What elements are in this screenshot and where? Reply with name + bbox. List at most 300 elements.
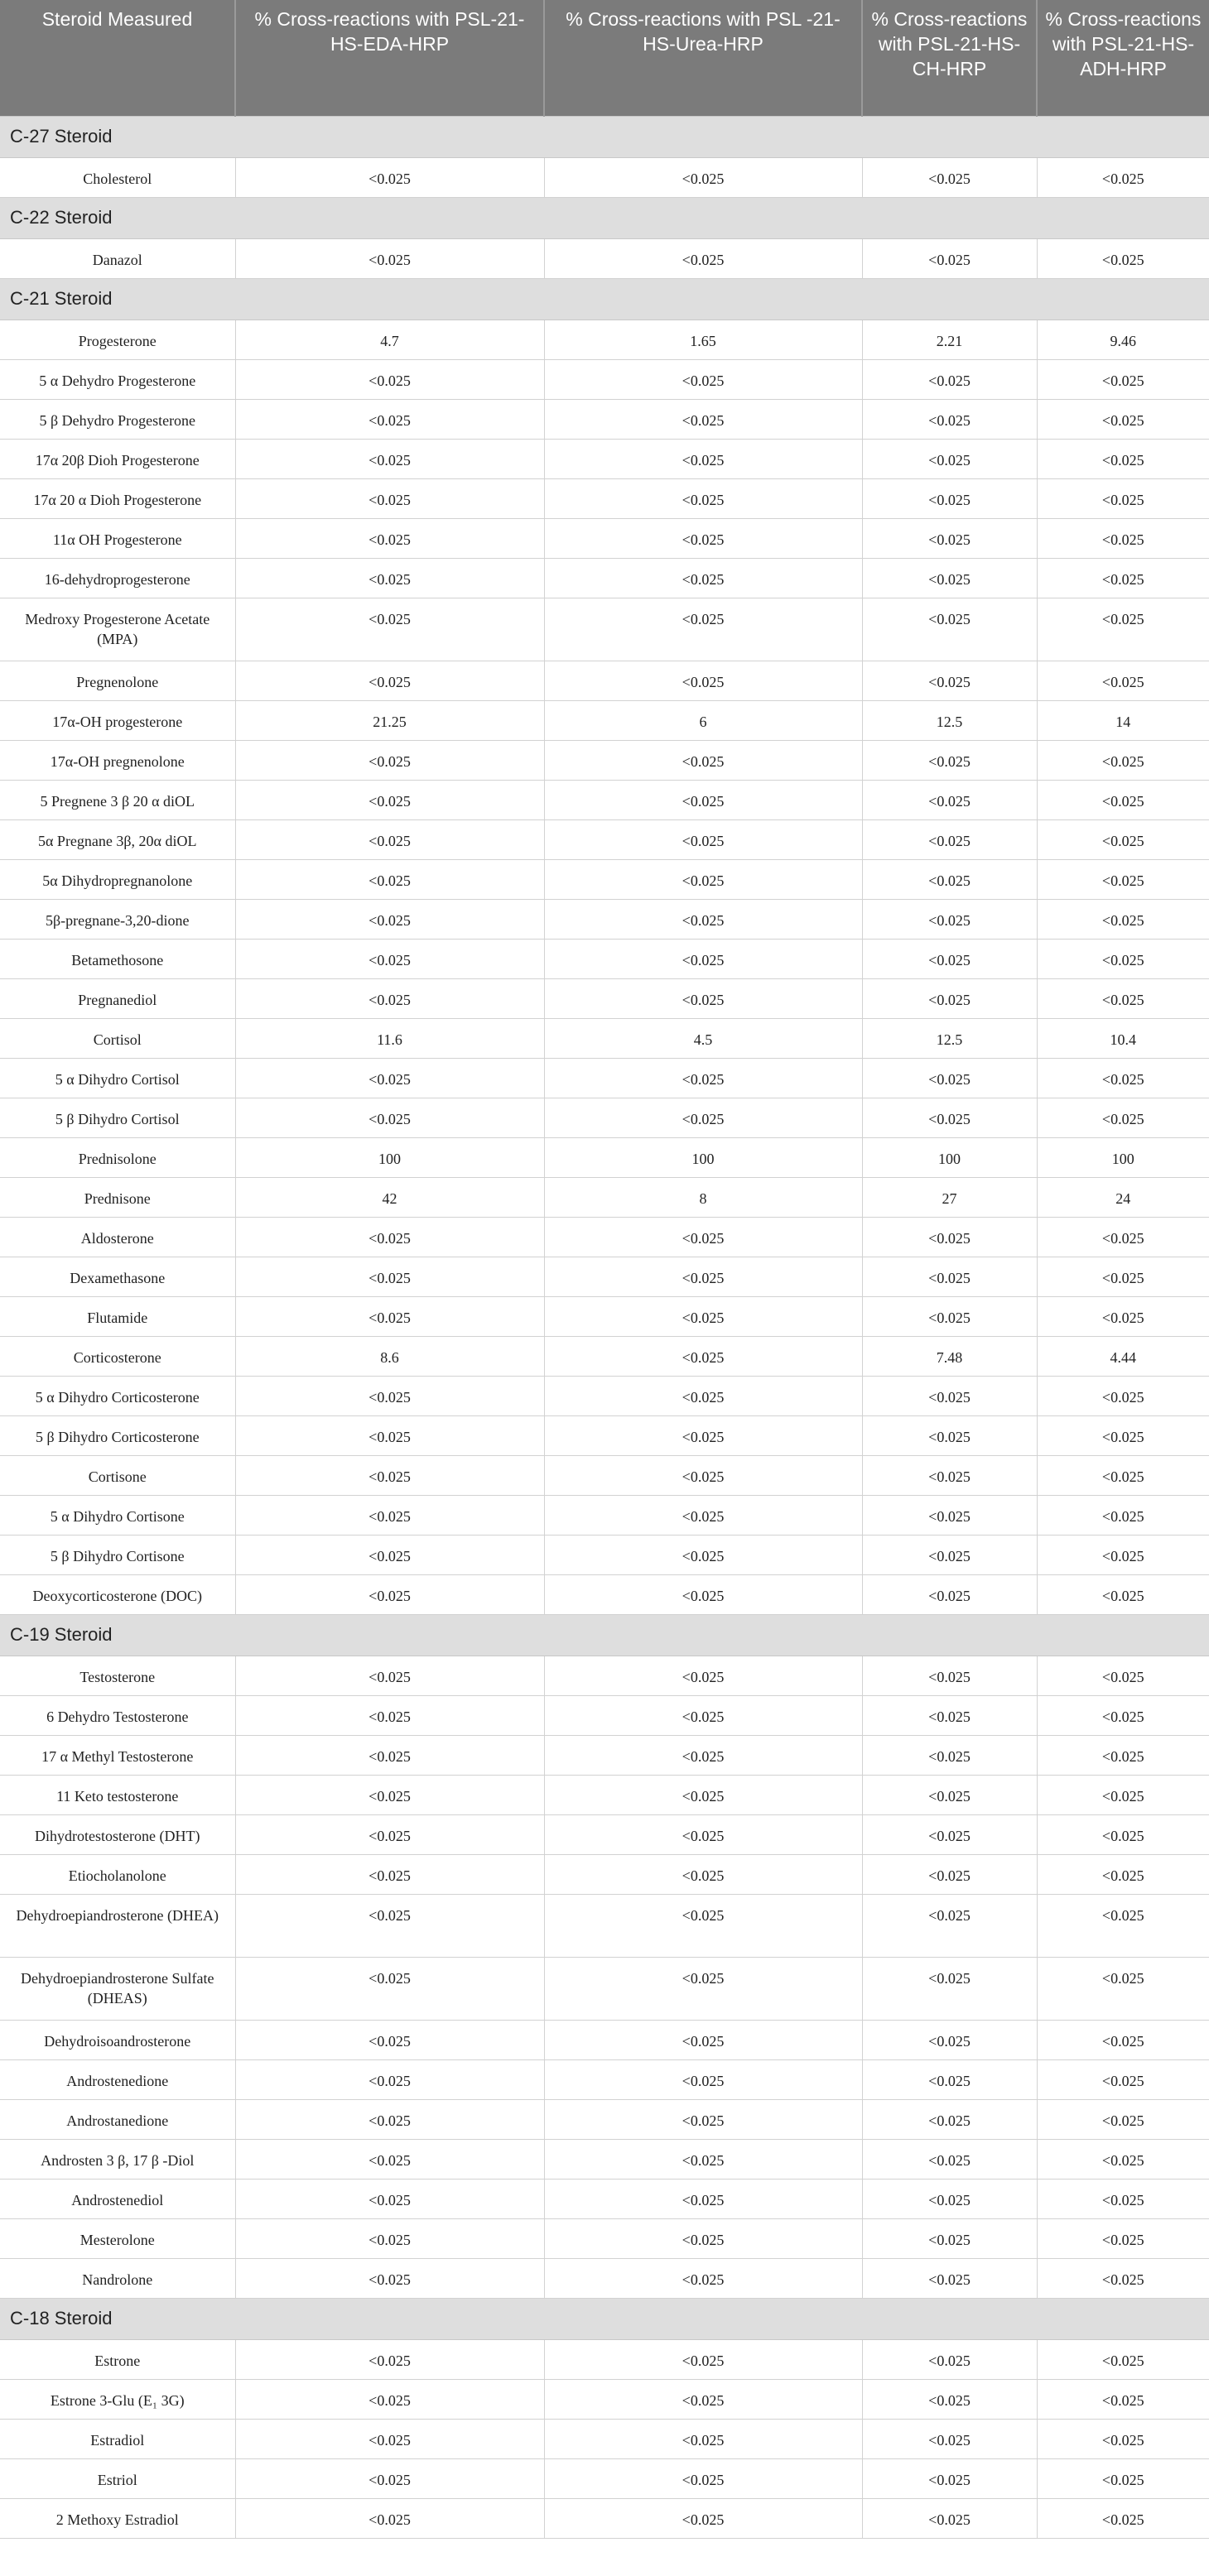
table-row xyxy=(0,1854,1209,1894)
value-cell-eda-hrp: <0.025 xyxy=(235,2139,544,2179)
value-cell-urea-hrp: <0.025 xyxy=(544,859,862,899)
table-row xyxy=(0,700,1209,740)
table-row xyxy=(0,978,1209,1018)
value-cell-adh-hrp: <0.025 xyxy=(1037,978,1209,1018)
table-row xyxy=(0,1957,1209,2020)
value-cell-urea-hrp: <0.025 xyxy=(544,1814,862,1854)
table-row xyxy=(0,1814,1209,1854)
steroid-name-cell: 17 α Methyl Testosterone xyxy=(0,1735,235,1775)
value-cell-ch-hrp: <0.025 xyxy=(862,939,1037,978)
value-cell-ch-hrp: <0.025 xyxy=(862,1098,1037,1137)
table-row xyxy=(0,2139,1209,2179)
value-cell-adh-hrp: <0.025 xyxy=(1037,1376,1209,1415)
header-eda-hrp: % Cross-reactions with PSL-21-HS-EDA-HRP xyxy=(235,0,544,116)
value-cell-ch-hrp: <0.025 xyxy=(862,2099,1037,2139)
value-cell-adh-hrp: 24 xyxy=(1037,1177,1209,1217)
value-cell-adh-hrp: <0.025 xyxy=(1037,2218,1209,2258)
table-row xyxy=(0,819,1209,859)
value-cell-ch-hrp: 100 xyxy=(862,1137,1037,1177)
table-row xyxy=(0,1656,1209,1695)
steroid-name-cell: Androsten 3 β, 17 β -Diol xyxy=(0,2139,235,2179)
value-cell-urea-hrp: <0.025 xyxy=(544,1854,862,1894)
table-row xyxy=(0,359,1209,399)
value-cell-eda-hrp: <0.025 xyxy=(235,1735,544,1775)
value-cell-urea-hrp: <0.025 xyxy=(544,1894,862,1957)
value-cell-eda-hrp: <0.025 xyxy=(235,780,544,819)
table-row xyxy=(0,157,1209,197)
table-row xyxy=(0,780,1209,819)
value-cell-eda-hrp: <0.025 xyxy=(235,598,544,661)
value-cell-adh-hrp: <0.025 xyxy=(1037,478,1209,518)
value-cell-urea-hrp: <0.025 xyxy=(544,899,862,939)
value-cell-ch-hrp: <0.025 xyxy=(862,2179,1037,2218)
value-cell-urea-hrp: <0.025 xyxy=(544,740,862,780)
value-cell-eda-hrp: <0.025 xyxy=(235,2020,544,2059)
steroid-name-cell: Danazol xyxy=(0,238,235,278)
value-cell-urea-hrp: <0.025 xyxy=(544,661,862,700)
value-cell-eda-hrp: <0.025 xyxy=(235,1098,544,1137)
table-row xyxy=(0,1495,1209,1535)
value-cell-urea-hrp: 8 xyxy=(544,1177,862,1217)
value-cell-eda-hrp: <0.025 xyxy=(235,1217,544,1257)
value-cell-eda-hrp: <0.025 xyxy=(235,1695,544,1735)
table-body xyxy=(0,116,1209,2538)
value-cell-eda-hrp: <0.025 xyxy=(235,399,544,439)
value-cell-adh-hrp: <0.025 xyxy=(1037,2498,1209,2538)
value-cell-ch-hrp: <0.025 xyxy=(862,478,1037,518)
value-cell-urea-hrp: <0.025 xyxy=(544,2339,862,2379)
section-header-row xyxy=(0,278,1209,320)
table-row xyxy=(0,2458,1209,2498)
value-cell-urea-hrp: <0.025 xyxy=(544,2139,862,2179)
value-cell-adh-hrp: <0.025 xyxy=(1037,2419,1209,2458)
value-cell-adh-hrp: <0.025 xyxy=(1037,1574,1209,1614)
value-cell-urea-hrp: <0.025 xyxy=(544,1735,862,1775)
value-cell-ch-hrp: <0.025 xyxy=(862,2339,1037,2379)
value-cell-adh-hrp: <0.025 xyxy=(1037,1296,1209,1336)
steroid-name-cell: 5 α Dihydro Cortisone xyxy=(0,1495,235,1535)
section-header-row xyxy=(0,1614,1209,1656)
value-cell-adh-hrp: 9.46 xyxy=(1037,320,1209,359)
value-cell-eda-hrp: <0.025 xyxy=(235,1957,544,2020)
steroid-name-cell: 11 Keto testosterone xyxy=(0,1775,235,1814)
value-cell-urea-hrp: <0.025 xyxy=(544,1217,862,1257)
steroid-name-cell: Flutamide xyxy=(0,1296,235,1336)
table-row xyxy=(0,1574,1209,1614)
value-cell-ch-hrp: <0.025 xyxy=(862,399,1037,439)
steroid-name-cell: Etiocholanolone xyxy=(0,1854,235,1894)
table-row xyxy=(0,1894,1209,1957)
table-row xyxy=(0,939,1209,978)
value-cell-urea-hrp: <0.025 xyxy=(544,1495,862,1535)
header-urea-hrp: % Cross-reactions with PSL -21-HS-Urea-HRP xyxy=(544,0,862,116)
value-cell-eda-hrp: 11.6 xyxy=(235,1018,544,1058)
value-cell-eda-hrp: <0.025 xyxy=(235,157,544,197)
value-cell-eda-hrp: <0.025 xyxy=(235,978,544,1018)
steroid-name-cell: Testosterone xyxy=(0,1656,235,1695)
header-ch-hrp: % Cross-reactions with PSL-21-HS-CH-HRP xyxy=(862,0,1037,116)
value-cell-eda-hrp: <0.025 xyxy=(235,899,544,939)
table-row xyxy=(0,1098,1209,1137)
value-cell-urea-hrp: <0.025 xyxy=(544,2379,862,2419)
table-row xyxy=(0,661,1209,700)
value-cell-ch-hrp: <0.025 xyxy=(862,2379,1037,2419)
steroid-name-cell: 11α OH Progesterone xyxy=(0,518,235,558)
table-row xyxy=(0,1217,1209,1257)
value-cell-adh-hrp: <0.025 xyxy=(1037,439,1209,478)
steroid-name-cell: Progesterone xyxy=(0,320,235,359)
value-cell-ch-hrp: 27 xyxy=(862,1177,1037,1217)
value-cell-eda-hrp: <0.025 xyxy=(235,1257,544,1296)
steroid-name-cell: Nandrolone xyxy=(0,2258,235,2298)
value-cell-adh-hrp: <0.025 xyxy=(1037,740,1209,780)
value-cell-eda-hrp: <0.025 xyxy=(235,2059,544,2099)
steroid-name-cell: 5 α Dihydro Cortisol xyxy=(0,1058,235,1098)
table-header xyxy=(0,0,1209,116)
value-cell-ch-hrp: <0.025 xyxy=(862,439,1037,478)
steroid-name-cell: 5β-pregnane-3,20-dione xyxy=(0,899,235,939)
table-row xyxy=(0,1177,1209,1217)
value-cell-eda-hrp: <0.025 xyxy=(235,478,544,518)
value-cell-urea-hrp: <0.025 xyxy=(544,939,862,978)
value-cell-ch-hrp: <0.025 xyxy=(862,157,1037,197)
value-cell-ch-hrp: <0.025 xyxy=(862,978,1037,1018)
value-cell-adh-hrp: <0.025 xyxy=(1037,2258,1209,2298)
value-cell-adh-hrp: <0.025 xyxy=(1037,819,1209,859)
value-cell-adh-hrp: <0.025 xyxy=(1037,399,1209,439)
value-cell-ch-hrp: <0.025 xyxy=(862,1376,1037,1415)
value-cell-eda-hrp: <0.025 xyxy=(235,1894,544,1957)
table-row xyxy=(0,1257,1209,1296)
table-row xyxy=(0,2179,1209,2218)
table-row xyxy=(0,1058,1209,1098)
steroid-name-cell: Estrone xyxy=(0,2339,235,2379)
table-row xyxy=(0,859,1209,899)
value-cell-adh-hrp: 4.44 xyxy=(1037,1336,1209,1376)
value-cell-eda-hrp: 42 xyxy=(235,1177,544,1217)
steroid-name-cell: Aldosterone xyxy=(0,1217,235,1257)
table-row xyxy=(0,439,1209,478)
value-cell-adh-hrp: 14 xyxy=(1037,700,1209,740)
value-cell-adh-hrp: <0.025 xyxy=(1037,1535,1209,1574)
steroid-name-cell: Betamethosone xyxy=(0,939,235,978)
value-cell-adh-hrp: <0.025 xyxy=(1037,1455,1209,1495)
table-row xyxy=(0,1018,1209,1058)
value-cell-eda-hrp: <0.025 xyxy=(235,1376,544,1415)
steroid-name-cell: 5 α Dihydro Corticosterone xyxy=(0,1376,235,1415)
value-cell-ch-hrp: <0.025 xyxy=(862,819,1037,859)
steroid-name-cell: Prednisolone xyxy=(0,1137,235,1177)
value-cell-eda-hrp: <0.025 xyxy=(235,2099,544,2139)
value-cell-ch-hrp: <0.025 xyxy=(862,2458,1037,2498)
value-cell-urea-hrp: <0.025 xyxy=(544,819,862,859)
steroid-name-cell: Corticosterone xyxy=(0,1336,235,1376)
value-cell-urea-hrp: <0.025 xyxy=(544,1957,862,2020)
value-cell-ch-hrp: <0.025 xyxy=(862,1217,1037,1257)
value-cell-ch-hrp: <0.025 xyxy=(862,1058,1037,1098)
value-cell-ch-hrp: 12.5 xyxy=(862,700,1037,740)
value-cell-adh-hrp: <0.025 xyxy=(1037,2379,1209,2419)
value-cell-adh-hrp: <0.025 xyxy=(1037,780,1209,819)
value-cell-ch-hrp: <0.025 xyxy=(862,1656,1037,1695)
value-cell-urea-hrp: <0.025 xyxy=(544,2419,862,2458)
value-cell-ch-hrp: <0.025 xyxy=(862,1535,1037,1574)
value-cell-eda-hrp: <0.025 xyxy=(235,1296,544,1336)
section-title: C-27 Steroid xyxy=(0,116,1209,157)
value-cell-urea-hrp: <0.025 xyxy=(544,2498,862,2538)
steroid-name-cell: 5α Dihydropregnanolone xyxy=(0,859,235,899)
value-cell-ch-hrp: <0.025 xyxy=(862,1296,1037,1336)
steroid-name-cell: Estrone 3-Glu (E₁ 3G) xyxy=(0,2379,235,2419)
table-row xyxy=(0,1336,1209,1376)
value-cell-eda-hrp: <0.025 xyxy=(235,1854,544,1894)
value-cell-ch-hrp: <0.025 xyxy=(862,1495,1037,1535)
table-row xyxy=(0,399,1209,439)
table-row xyxy=(0,1376,1209,1415)
steroid-name-cell: Androstanedione xyxy=(0,2099,235,2139)
value-cell-ch-hrp: <0.025 xyxy=(862,2258,1037,2298)
value-cell-urea-hrp: <0.025 xyxy=(544,2020,862,2059)
value-cell-ch-hrp: <0.025 xyxy=(862,1854,1037,1894)
value-cell-ch-hrp: 12.5 xyxy=(862,1018,1037,1058)
value-cell-ch-hrp: <0.025 xyxy=(862,1257,1037,1296)
section-header-row xyxy=(0,116,1209,157)
value-cell-eda-hrp: <0.025 xyxy=(235,2218,544,2258)
header-adh-hrp: % Cross-reactions with PSL-21-HS-ADH-HRP xyxy=(1037,0,1209,116)
table-row xyxy=(0,518,1209,558)
value-cell-eda-hrp: <0.025 xyxy=(235,1775,544,1814)
value-cell-eda-hrp: <0.025 xyxy=(235,1495,544,1535)
steroid-name-cell: Medroxy Progesterone Acetate (MPA) xyxy=(0,598,235,661)
value-cell-urea-hrp: <0.025 xyxy=(544,439,862,478)
section-title: C-19 Steroid xyxy=(0,1614,1209,1656)
table-row xyxy=(0,1137,1209,1177)
value-cell-urea-hrp: <0.025 xyxy=(544,1574,862,1614)
steroid-name-cell: Estriol xyxy=(0,2458,235,2498)
value-cell-adh-hrp: <0.025 xyxy=(1037,1098,1209,1137)
value-cell-eda-hrp: 21.25 xyxy=(235,700,544,740)
value-cell-adh-hrp: <0.025 xyxy=(1037,1257,1209,1296)
value-cell-urea-hrp: <0.025 xyxy=(544,1376,862,1415)
value-cell-urea-hrp: 4.5 xyxy=(544,1018,862,1058)
steroid-name-cell: Cortisol xyxy=(0,1018,235,1058)
value-cell-eda-hrp: <0.025 xyxy=(235,1058,544,1098)
value-cell-eda-hrp: <0.025 xyxy=(235,1814,544,1854)
value-cell-urea-hrp: 1.65 xyxy=(544,320,862,359)
value-cell-eda-hrp: <0.025 xyxy=(235,2458,544,2498)
steroid-name-cell: Dihydrotestosterone (DHT) xyxy=(0,1814,235,1854)
value-cell-ch-hrp: <0.025 xyxy=(862,2020,1037,2059)
steroid-name-cell: Mesterolone xyxy=(0,2218,235,2258)
value-cell-urea-hrp: <0.025 xyxy=(544,157,862,197)
steroid-name-cell: Prednisone xyxy=(0,1177,235,1217)
section-title: C-18 Steroid xyxy=(0,2298,1209,2339)
value-cell-urea-hrp: <0.025 xyxy=(544,1455,862,1495)
steroid-name-cell: Dehydroepiandrosterone (DHEA) xyxy=(0,1894,235,1957)
steroid-name-cell: 5 Pregnene 3 β 20 α diOL xyxy=(0,780,235,819)
value-cell-eda-hrp: 100 xyxy=(235,1137,544,1177)
table-row xyxy=(0,238,1209,278)
table-row xyxy=(0,320,1209,359)
value-cell-urea-hrp: <0.025 xyxy=(544,2458,862,2498)
header-steroid-measured: Steroid Measured xyxy=(0,0,235,116)
value-cell-adh-hrp: 100 xyxy=(1037,1137,1209,1177)
steroid-name-cell: 5 β Dehydro Progesterone xyxy=(0,399,235,439)
value-cell-eda-hrp: <0.025 xyxy=(235,1455,544,1495)
value-cell-ch-hrp: <0.025 xyxy=(862,2059,1037,2099)
value-cell-adh-hrp: <0.025 xyxy=(1037,2139,1209,2179)
value-cell-ch-hrp: <0.025 xyxy=(862,518,1037,558)
value-cell-ch-hrp: 7.48 xyxy=(862,1336,1037,1376)
value-cell-adh-hrp: <0.025 xyxy=(1037,1695,1209,1735)
steroid-name-cell: 2 Methoxy Estradiol xyxy=(0,2498,235,2538)
value-cell-adh-hrp: <0.025 xyxy=(1037,2099,1209,2139)
value-cell-adh-hrp: <0.025 xyxy=(1037,2059,1209,2099)
value-cell-ch-hrp: <0.025 xyxy=(862,558,1037,598)
value-cell-adh-hrp: <0.025 xyxy=(1037,899,1209,939)
table-row xyxy=(0,1455,1209,1495)
value-cell-eda-hrp: <0.025 xyxy=(235,2419,544,2458)
value-cell-urea-hrp: <0.025 xyxy=(544,780,862,819)
value-cell-eda-hrp: <0.025 xyxy=(235,1535,544,1574)
value-cell-adh-hrp: <0.025 xyxy=(1037,1217,1209,1257)
table-row xyxy=(0,1735,1209,1775)
value-cell-eda-hrp: <0.025 xyxy=(235,1574,544,1614)
value-cell-ch-hrp: <0.025 xyxy=(862,780,1037,819)
section-title: C-22 Steroid xyxy=(0,197,1209,238)
steroid-name-cell: 17α 20β Dioh Progesterone xyxy=(0,439,235,478)
value-cell-eda-hrp: 8.6 xyxy=(235,1336,544,1376)
steroid-name-cell: Cholesterol xyxy=(0,157,235,197)
steroid-name-cell: Dexamethasone xyxy=(0,1257,235,1296)
steroid-name-cell: 17α-OH pregnenolone xyxy=(0,740,235,780)
section-header-row xyxy=(0,197,1209,238)
value-cell-adh-hrp: <0.025 xyxy=(1037,661,1209,700)
steroid-name-cell: 5 β Dihydro Cortisone xyxy=(0,1535,235,1574)
value-cell-eda-hrp: <0.025 xyxy=(235,1415,544,1455)
value-cell-ch-hrp: <0.025 xyxy=(862,2498,1037,2538)
value-cell-adh-hrp: <0.025 xyxy=(1037,518,1209,558)
table-row xyxy=(0,2020,1209,2059)
value-cell-urea-hrp: <0.025 xyxy=(544,558,862,598)
steroid-name-cell: Dehydroepiandrosterone Sulfate (DHEAS) xyxy=(0,1957,235,2020)
value-cell-ch-hrp: <0.025 xyxy=(862,1814,1037,1854)
section-title: C-21 Steroid xyxy=(0,278,1209,320)
value-cell-ch-hrp: <0.025 xyxy=(862,359,1037,399)
value-cell-urea-hrp: <0.025 xyxy=(544,2258,862,2298)
value-cell-ch-hrp: <0.025 xyxy=(862,1735,1037,1775)
value-cell-urea-hrp: <0.025 xyxy=(544,2179,862,2218)
value-cell-eda-hrp: <0.025 xyxy=(235,558,544,598)
steroid-name-cell: Deoxycorticosterone (DOC) xyxy=(0,1574,235,1614)
value-cell-adh-hrp: <0.025 xyxy=(1037,939,1209,978)
value-cell-ch-hrp: <0.025 xyxy=(862,2419,1037,2458)
value-cell-urea-hrp: <0.025 xyxy=(544,359,862,399)
value-cell-adh-hrp: <0.025 xyxy=(1037,1495,1209,1535)
value-cell-ch-hrp: <0.025 xyxy=(862,899,1037,939)
table-row xyxy=(0,1535,1209,1574)
table-row xyxy=(0,598,1209,661)
value-cell-urea-hrp: <0.025 xyxy=(544,2218,862,2258)
steroid-name-cell: 5 α Dehydro Progesterone xyxy=(0,359,235,399)
table-row xyxy=(0,740,1209,780)
value-cell-ch-hrp: <0.025 xyxy=(862,1957,1037,2020)
value-cell-adh-hrp: <0.025 xyxy=(1037,859,1209,899)
value-cell-eda-hrp: <0.025 xyxy=(235,359,544,399)
value-cell-ch-hrp: <0.025 xyxy=(862,1415,1037,1455)
value-cell-urea-hrp: <0.025 xyxy=(544,978,862,1018)
value-cell-adh-hrp: <0.025 xyxy=(1037,2339,1209,2379)
value-cell-eda-hrp: <0.025 xyxy=(235,939,544,978)
value-cell-ch-hrp: <0.025 xyxy=(862,1695,1037,1735)
table-row xyxy=(0,2419,1209,2458)
table-row xyxy=(0,2059,1209,2099)
value-cell-eda-hrp: <0.025 xyxy=(235,740,544,780)
value-cell-urea-hrp: <0.025 xyxy=(544,1296,862,1336)
value-cell-adh-hrp: <0.025 xyxy=(1037,238,1209,278)
value-cell-adh-hrp: <0.025 xyxy=(1037,1854,1209,1894)
value-cell-ch-hrp: <0.025 xyxy=(862,2218,1037,2258)
value-cell-eda-hrp: 4.7 xyxy=(235,320,544,359)
table-row xyxy=(0,2099,1209,2139)
value-cell-adh-hrp: <0.025 xyxy=(1037,1735,1209,1775)
value-cell-urea-hrp: 100 xyxy=(544,1137,862,1177)
table-row xyxy=(0,2218,1209,2258)
value-cell-urea-hrp: <0.025 xyxy=(544,1775,862,1814)
header-row xyxy=(0,0,1209,116)
steroid-name-cell: 5 β Dihydro Corticosterone xyxy=(0,1415,235,1455)
value-cell-ch-hrp: <0.025 xyxy=(862,1894,1037,1957)
value-cell-urea-hrp: <0.025 xyxy=(544,1098,862,1137)
value-cell-adh-hrp: <0.025 xyxy=(1037,2458,1209,2498)
value-cell-urea-hrp: <0.025 xyxy=(544,1656,862,1695)
value-cell-urea-hrp: <0.025 xyxy=(544,1336,862,1376)
steroid-name-cell: Pregnanediol xyxy=(0,978,235,1018)
value-cell-adh-hrp: <0.025 xyxy=(1037,1058,1209,1098)
value-cell-urea-hrp: 6 xyxy=(544,700,862,740)
steroid-name-cell: 16-dehydroprogesterone xyxy=(0,558,235,598)
value-cell-urea-hrp: <0.025 xyxy=(544,1535,862,1574)
steroid-name-cell: Cortisone xyxy=(0,1455,235,1495)
value-cell-adh-hrp: <0.025 xyxy=(1037,1656,1209,1695)
table-row xyxy=(0,2379,1209,2419)
value-cell-ch-hrp: <0.025 xyxy=(862,1455,1037,1495)
value-cell-adh-hrp: <0.025 xyxy=(1037,1775,1209,1814)
value-cell-urea-hrp: <0.025 xyxy=(544,2059,862,2099)
value-cell-adh-hrp: <0.025 xyxy=(1037,157,1209,197)
value-cell-urea-hrp: <0.025 xyxy=(544,1415,862,1455)
value-cell-urea-hrp: <0.025 xyxy=(544,518,862,558)
value-cell-adh-hrp: <0.025 xyxy=(1037,558,1209,598)
value-cell-eda-hrp: <0.025 xyxy=(235,2379,544,2419)
table-row xyxy=(0,899,1209,939)
value-cell-eda-hrp: <0.025 xyxy=(235,2179,544,2218)
steroid-name-cell: 6 Dehydro Testosterone xyxy=(0,1695,235,1735)
value-cell-eda-hrp: <0.025 xyxy=(235,859,544,899)
value-cell-ch-hrp: <0.025 xyxy=(862,859,1037,899)
value-cell-ch-hrp: <0.025 xyxy=(862,238,1037,278)
table-row xyxy=(0,1775,1209,1814)
value-cell-adh-hrp: 10.4 xyxy=(1037,1018,1209,1058)
value-cell-ch-hrp: <0.025 xyxy=(862,1775,1037,1814)
table-row xyxy=(0,558,1209,598)
steroid-name-cell: 17α 20 α Dioh Progesterone xyxy=(0,478,235,518)
value-cell-ch-hrp: <0.025 xyxy=(862,1574,1037,1614)
section-header-row xyxy=(0,2298,1209,2339)
value-cell-ch-hrp: <0.025 xyxy=(862,2139,1037,2179)
steroid-name-cell: Androstenediol xyxy=(0,2179,235,2218)
value-cell-urea-hrp: <0.025 xyxy=(544,1695,862,1735)
